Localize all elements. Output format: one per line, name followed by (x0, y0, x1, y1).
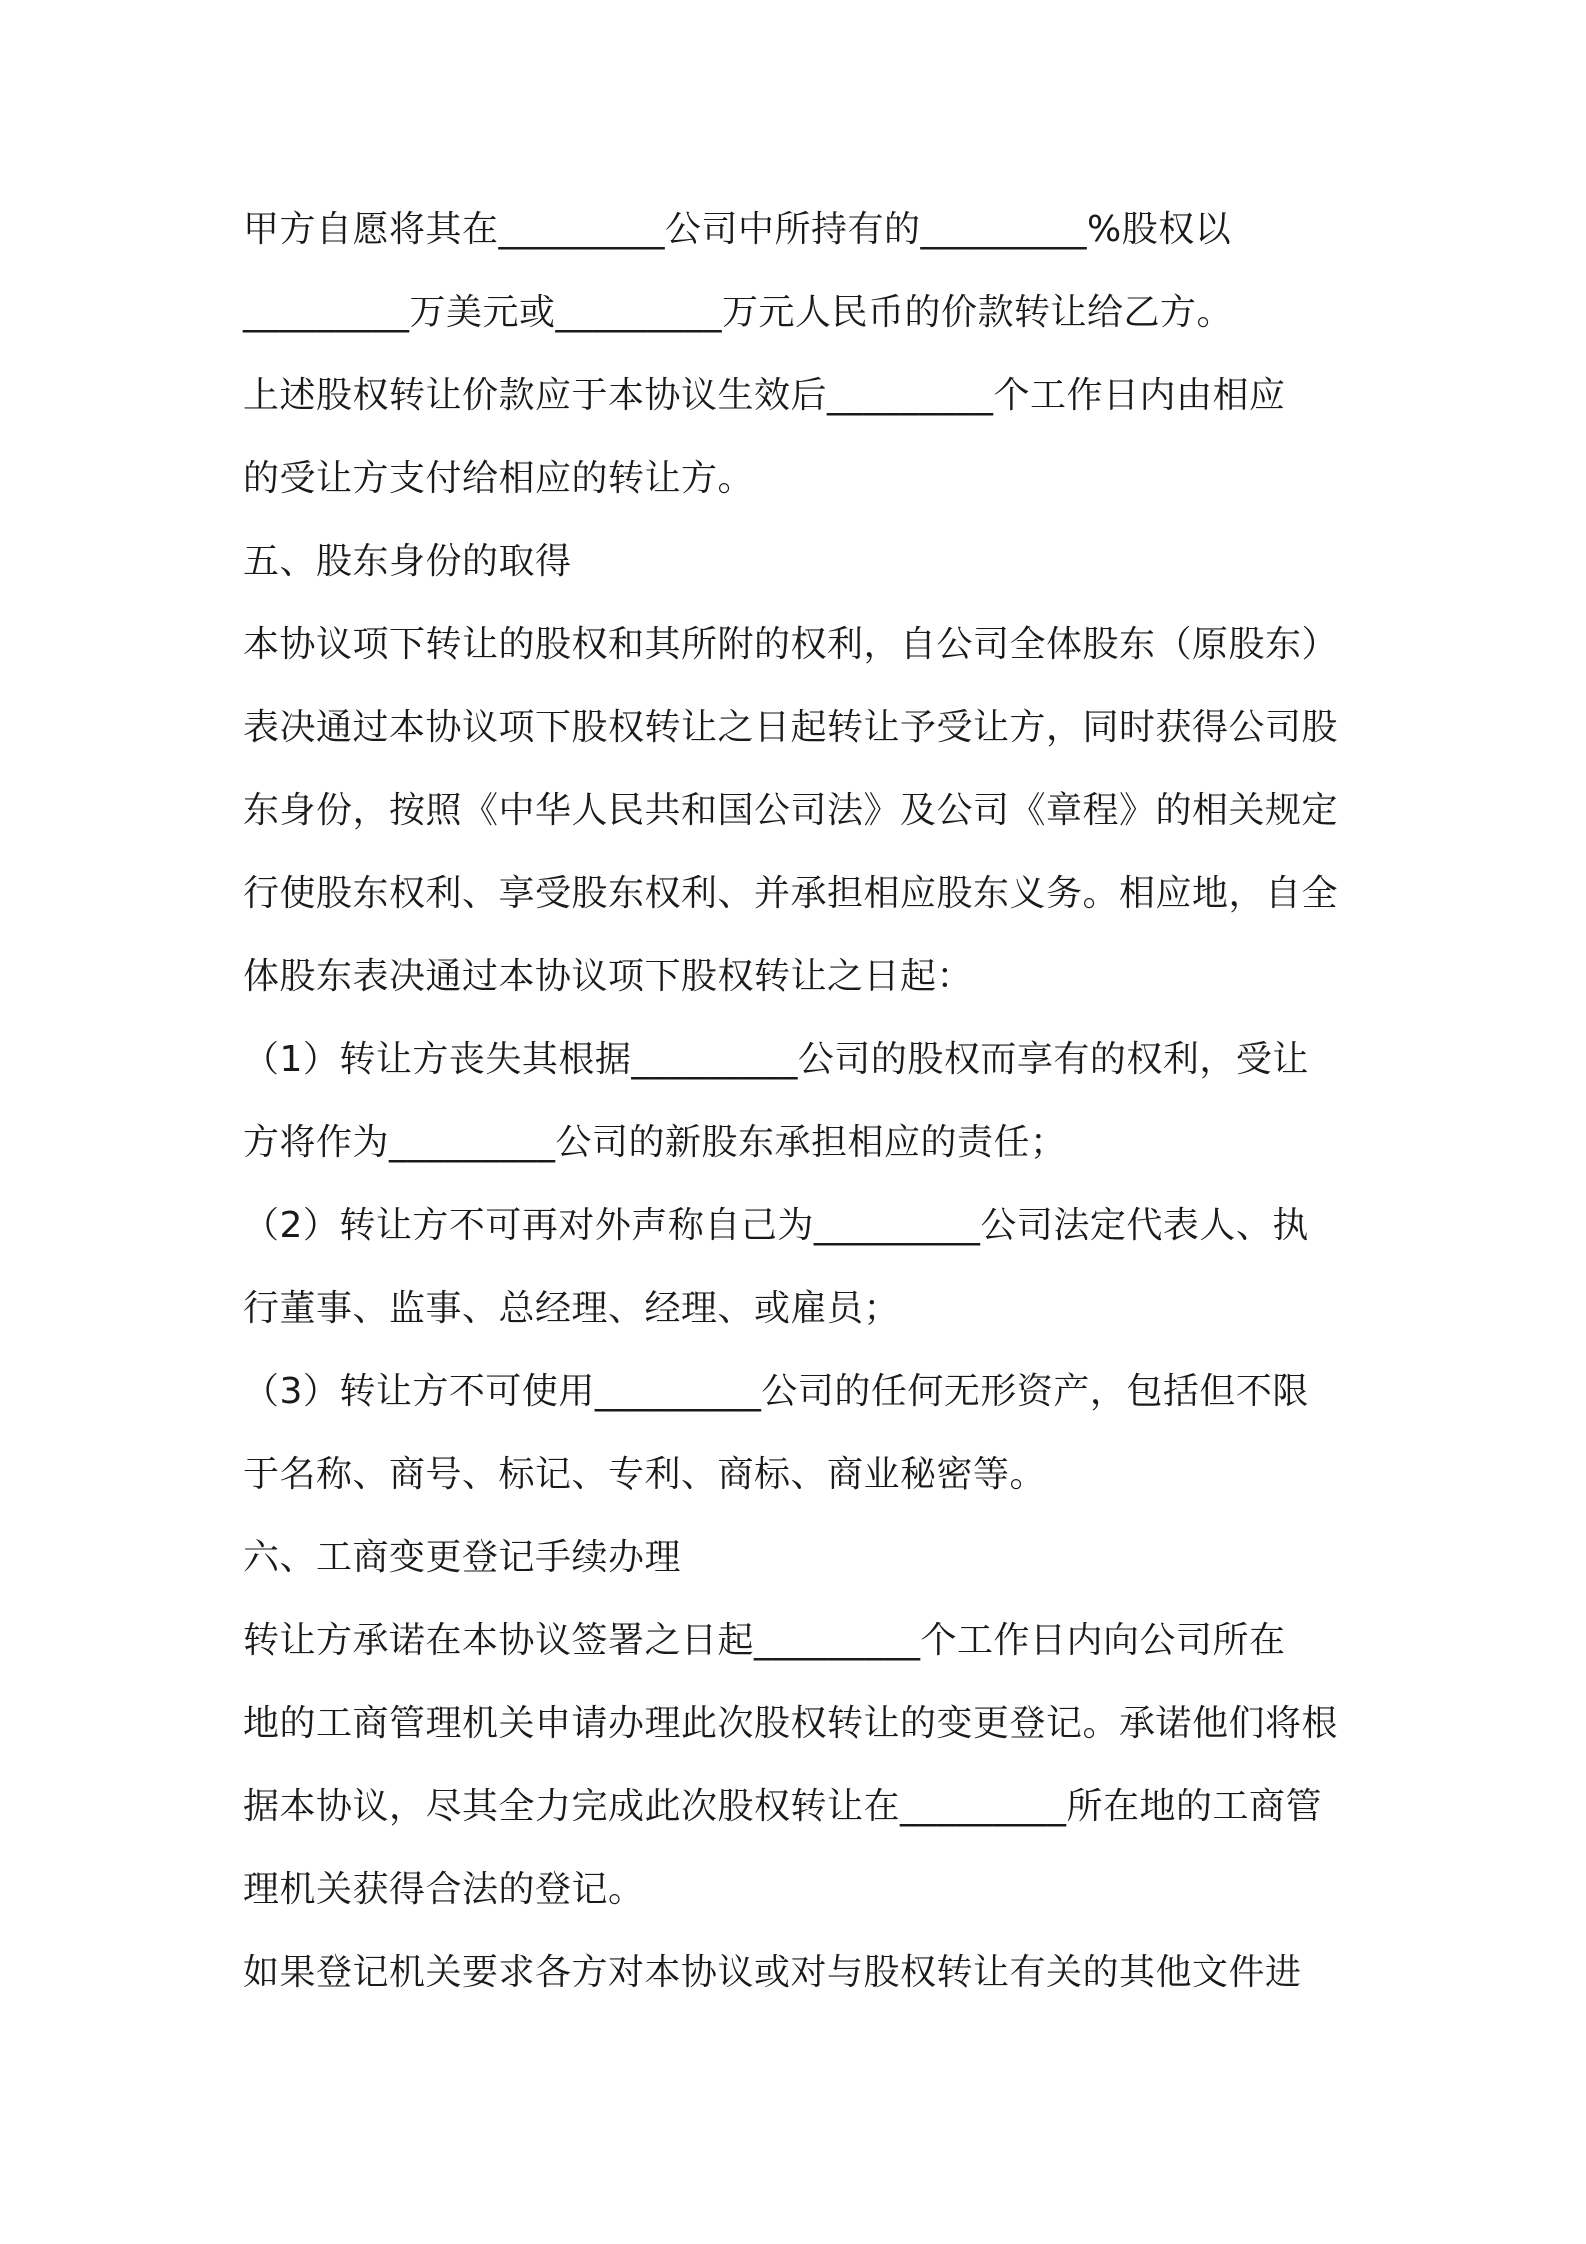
paragraph-line: 地的工商管理机关申请办理此次股权转让的变更登记。承诺他们将根 (243, 1703, 1339, 1744)
paragraph-line: 据本协议，尽其全力完成此次股权转让在_________所在地的工商管 (243, 1786, 1323, 1827)
paragraph-line: 上述股权转让价款应于本协议生效后_________个工作日内由相应 (243, 375, 1286, 416)
list-item-line: 方将作为_________公司的新股东承担相应的责任； (243, 1122, 1067, 1163)
paragraph-line: _________万美元或_________万元人民币的价款转让给乙方。 (243, 292, 1234, 333)
paragraph-line: 体股东表决通过本协议项下股权转让之日起： (243, 956, 974, 997)
list-item-line: （1）转让方丧失其根据_________公司的股权而享有的权利，受让 (243, 1039, 1309, 1080)
paragraph-line: 如果登记机关要求各方对本协议或对与股权转让有关的其他文件进 (243, 1952, 1302, 1993)
paragraph-line: 理机关获得合法的登记。 (243, 1869, 645, 1910)
section-heading: 五、股东身份的取得 (243, 541, 572, 582)
list-item-line: （2）转让方不可再对外声称自己为_________公司法定代表人、执 (243, 1205, 1309, 1246)
list-item-line: 于名称、商号、标记、专利、商标、商业秘密等。 (243, 1454, 1047, 1495)
paragraph-line: 表决通过本协议项下股权转让之日起转让予受让方，同时获得公司股 (243, 707, 1339, 748)
paragraph-line: 甲方自愿将其在_________公司中所持有的_________%股权以 (243, 209, 1232, 250)
paragraph-line: 本协议项下转让的股权和其所附的权利，自公司全体股东（原股东） (243, 624, 1339, 665)
paragraph-line: 行使股东权利、享受股东权利、并承担相应股东义务。相应地，自全 (243, 873, 1339, 914)
paragraph-line: 东身份，按照《中华人民共和国公司法》及公司《章程》的相关规定 (243, 790, 1339, 831)
paragraph-line: 转让方承诺在本协议签署之日起_________个工作日内向公司所在 (243, 1620, 1286, 1661)
section-heading: 六、工商变更登记手续办理 (243, 1537, 682, 1578)
list-item-line: （3）转让方不可使用_________公司的任何无形资产，包括但不限 (243, 1371, 1309, 1412)
paragraph-line: 的受让方支付给相应的转让方。 (243, 458, 755, 499)
list-item-line: 行董事、监事、总经理、经理、或雇员； (243, 1288, 901, 1329)
